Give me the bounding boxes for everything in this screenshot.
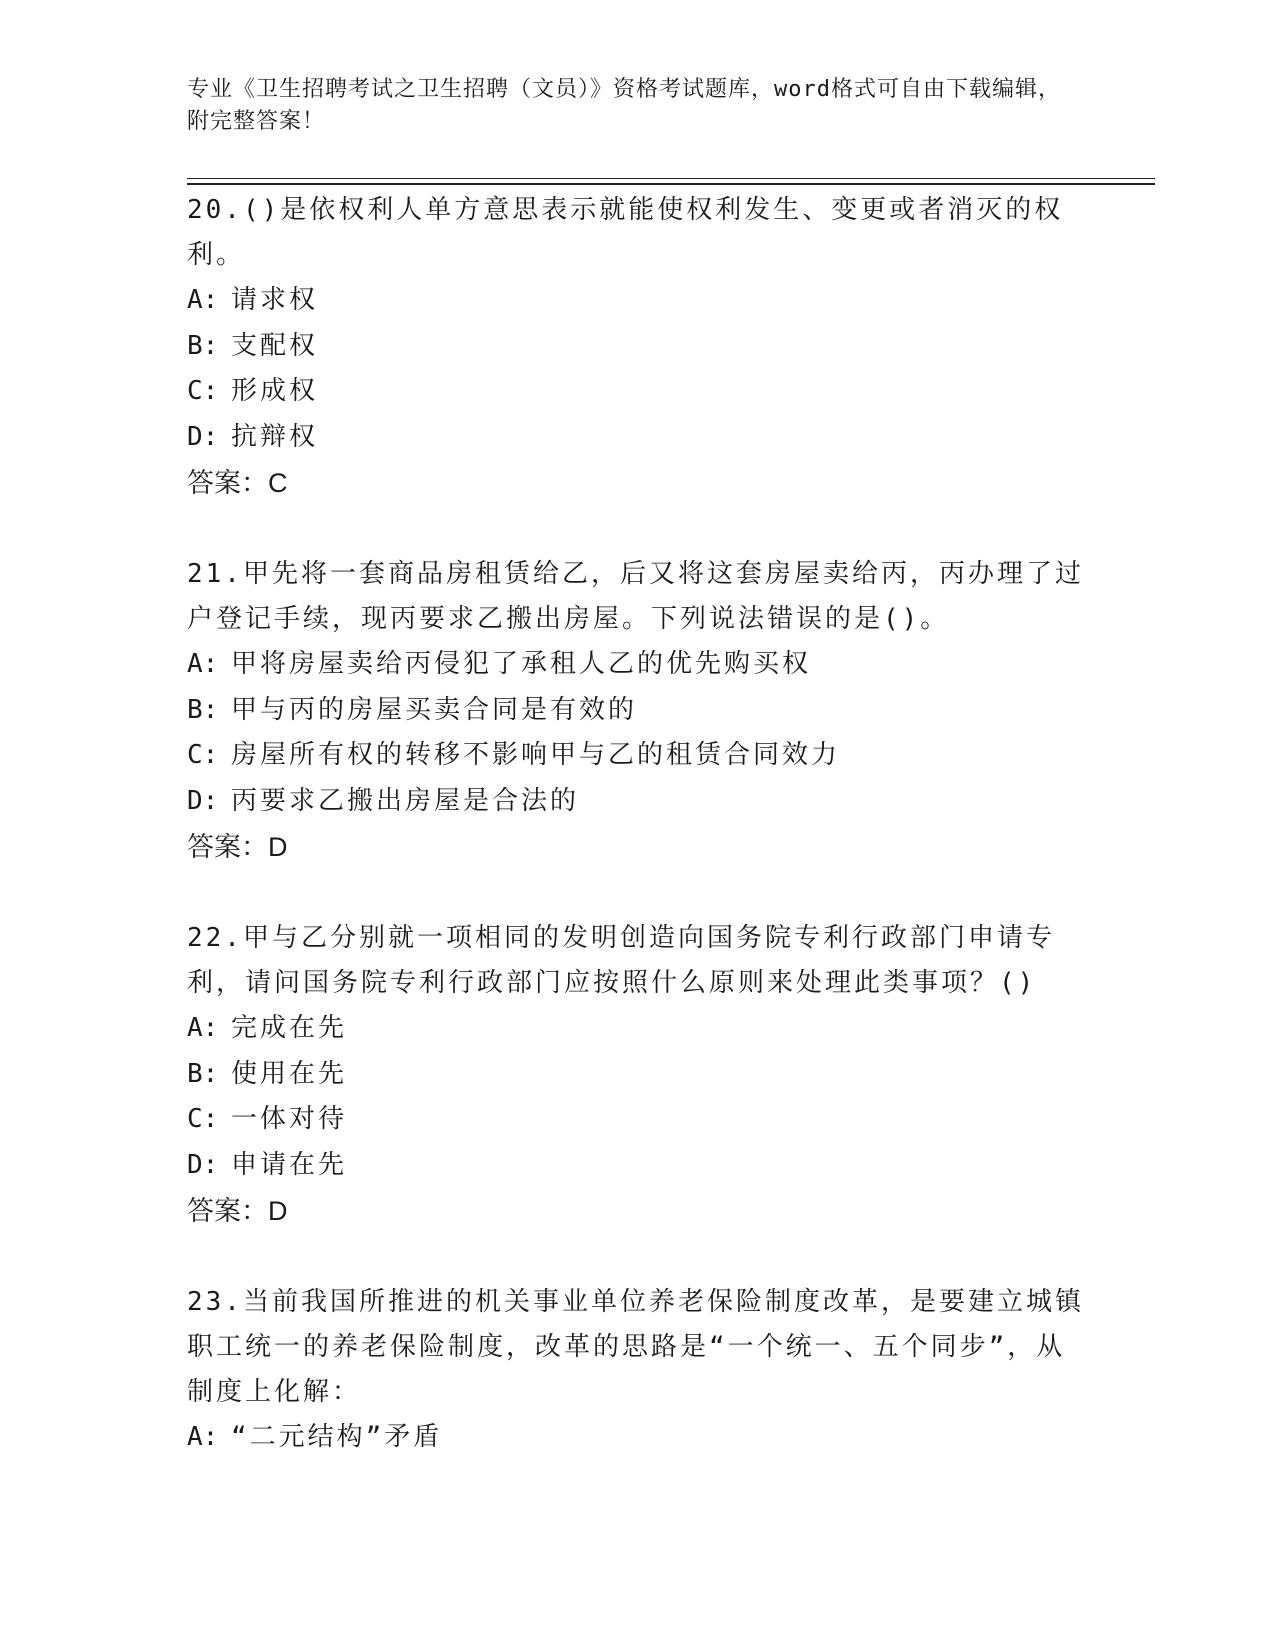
option-label: A: bbox=[187, 1013, 219, 1043]
option-label: A: bbox=[187, 285, 219, 315]
option-text: 申请在先 bbox=[231, 1149, 348, 1180]
option-a bbox=[187, 1415, 1087, 1461]
question-text: 21.甲先将一套商品房租赁给乙，后又将这套房屋卖给丙，丙办理了过户登记手续，现丙要求乙搬出房屋。下列说法错误的是()。 bbox=[187, 559, 1084, 634]
answer-text: 答案：C bbox=[187, 468, 288, 498]
option-text: 支配权 bbox=[231, 330, 319, 361]
option-text: 房屋所有权的转移不影响甲与乙的租赁合同效力 bbox=[231, 740, 841, 770]
option-label: D: bbox=[187, 421, 219, 452]
option-b bbox=[187, 324, 1087, 370]
option-c bbox=[187, 1097, 1087, 1143]
question-text: 22.甲与乙分别就一项相同的发明创造向国务院专利行政部门申请专利，请问国务院专利行政部门应按照什么原则来处理此类事项？() bbox=[187, 923, 1055, 998]
question-spacer bbox=[187, 506, 1087, 552]
question-text: 23.当前我国所推进的机关事业单位养老保险制度改革，是要建立城镇职工统一的养老保险制度，改革的思路是“一个统一、五个同步”，从制度上化解： bbox=[187, 1287, 1084, 1407]
option-a bbox=[187, 1006, 1087, 1052]
option-label: D: bbox=[187, 785, 219, 816]
option-a bbox=[187, 642, 1087, 688]
question-list bbox=[187, 188, 1087, 1461]
option-label: D: bbox=[187, 1149, 219, 1180]
answer-text: 答案：D bbox=[187, 832, 288, 862]
answer-text: 答案：D bbox=[187, 1196, 288, 1226]
option-label: A: bbox=[187, 1422, 219, 1452]
option-label: C: bbox=[187, 376, 219, 406]
question-21 bbox=[187, 552, 1087, 870]
option-text: 完成在先 bbox=[231, 1013, 348, 1043]
option-text: 请求权 bbox=[231, 285, 319, 315]
question-text: 20.()是依权利人单方意思表示就能使权利发生、变更或者消灭的权利。 bbox=[187, 195, 1064, 270]
option-label: C: bbox=[187, 1104, 219, 1134]
option-label: B: bbox=[187, 1058, 219, 1089]
option-b bbox=[187, 1052, 1087, 1098]
option-text: 抗辩权 bbox=[231, 421, 319, 452]
option-text: 甲将房屋卖给丙侵犯了承租人乙的优先购买权 bbox=[231, 649, 812, 679]
option-label: A: bbox=[187, 649, 219, 679]
option-text: 一体对待 bbox=[231, 1104, 348, 1134]
question-20 bbox=[187, 188, 1087, 506]
header-divider-thin bbox=[187, 178, 1155, 179]
option-label: B: bbox=[187, 694, 219, 725]
option-text: 甲与丙的房屋买卖合同是有效的 bbox=[231, 694, 638, 725]
option-c bbox=[187, 369, 1087, 415]
option-text: 丙要求乙搬出房屋是合法的 bbox=[231, 785, 580, 816]
header-text: 专业《卫生招聘考试之卫生招聘（文员）》资格考试题库，word格式可自由下载编辑，附完整答案！ bbox=[187, 77, 1061, 134]
option-d bbox=[187, 779, 1087, 825]
option-b bbox=[187, 688, 1087, 734]
question-23 bbox=[187, 1280, 1087, 1461]
question-22 bbox=[187, 916, 1087, 1234]
option-text: “二元结构”矛盾 bbox=[231, 1422, 443, 1452]
header-divider-thick bbox=[187, 183, 1155, 185]
question-spacer bbox=[187, 870, 1087, 916]
option-a bbox=[187, 278, 1087, 324]
option-c bbox=[187, 733, 1087, 779]
option-text: 使用在先 bbox=[231, 1058, 348, 1089]
option-label: B: bbox=[187, 330, 219, 361]
option-label: C: bbox=[187, 740, 219, 770]
document-header bbox=[187, 74, 1067, 138]
question-spacer bbox=[187, 1234, 1087, 1280]
option-text: 形成权 bbox=[231, 376, 319, 406]
option-d bbox=[187, 415, 1087, 461]
option-d bbox=[187, 1143, 1087, 1189]
